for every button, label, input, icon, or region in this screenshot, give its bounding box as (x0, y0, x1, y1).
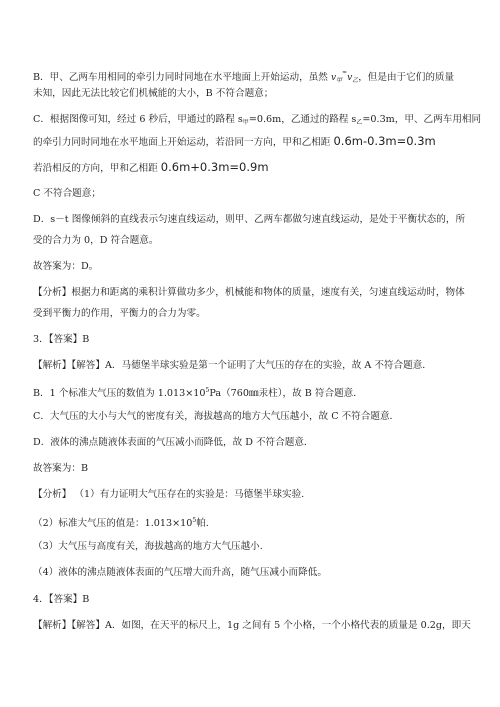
text-line: （2）标准大气压的值是：$1.013\times 10^5$帕. (33, 517, 209, 529)
text-line: 受到平衡力的作用，平衡力的合力为零。 (33, 308, 206, 319)
text-line: C 不符合题意； (33, 188, 101, 199)
formula: 0.6m-0.3m=0.3m (333, 134, 436, 148)
text-line: 受的合力为 0，D 符合题意。 (33, 235, 159, 246)
text-line: 【解析】【解答】A．如图，在天平的标尺上，1g 之间有 5 个小格，一个小格代表的质量是 0.2g，即天 (33, 620, 471, 631)
text-line: 【解析】【解答】A．马德堡半球实验是第一个证明了大气压的存在的实验，故 A 不符合题意． (33, 360, 432, 371)
text-line: （3）大气压与高度有关，海拔越高的地方大气压越小. (33, 541, 263, 552)
formula: 0.6m+0.3m=0.9m (160, 160, 269, 174)
text-line: B．甲、乙两车用相同的牵引力同时同地在水平地面上开始运动，虽然 $v_甲^\approx v_乙$，但是由于它们的质量 (33, 69, 455, 84)
text-line: 故答案为：B (33, 463, 89, 474)
text-line: 故答案为：D。 (33, 261, 99, 272)
text-line: D．液体的沸点随液体表面的气压减小而降低，故 D 不符合题意． (33, 437, 314, 448)
text-line: 未知，因此无法比较它们机械能的大小，B 不符合题意； (33, 88, 274, 99)
velocity-symbol: $v_甲^\approx v_乙$ (330, 69, 359, 84)
text-line: 【分析】根据力和距离的乘积计算做功多少，机械能和物体的质量，速度有关，匀速直线运动时，物体 (33, 287, 465, 298)
text-line: 的牵引力同时同地在水平地面上开始运动，若沿同一方向，甲和乙相距 0.6m-0.3m=0.3m (33, 134, 436, 148)
answer-heading: 3．【答案】B (33, 334, 90, 345)
text-line: 若沿相反的方向，甲和乙相距 0.6m+0.3m=0.9m (33, 160, 269, 174)
text-line: D．s－t 图像倾斜的直线表示匀速直线运动，则甲、乙两车都做匀速直线运动，是处于平衡状态的，所 (33, 214, 466, 225)
text-line: C．根据图像可知，经过 6 秒后，甲通过的路程 $s_甲=0.6m$，乙通过的路程 $s_乙=0.3m$，甲、乙两车用相同 (33, 114, 482, 126)
text-line: C．大气压的大小与大气的密度有关，海拔越高的地方大气压越小，故 C 不符合题意． (33, 411, 400, 422)
answer-heading: 4．【答案】B (33, 594, 90, 605)
text-line: （4）液体的沸点随液体表面的气压增大而升高，随气压减小而降低。 (33, 567, 327, 578)
text-line: 【分析】 （1）有力证明大气压存在的实验是：马德堡半球实验. (33, 489, 305, 500)
text-line: B．1 个标准大气压的数值为 $1.013\times 10^5Pa(760㎜$汞柱），故 B 符合题意． (33, 387, 363, 399)
